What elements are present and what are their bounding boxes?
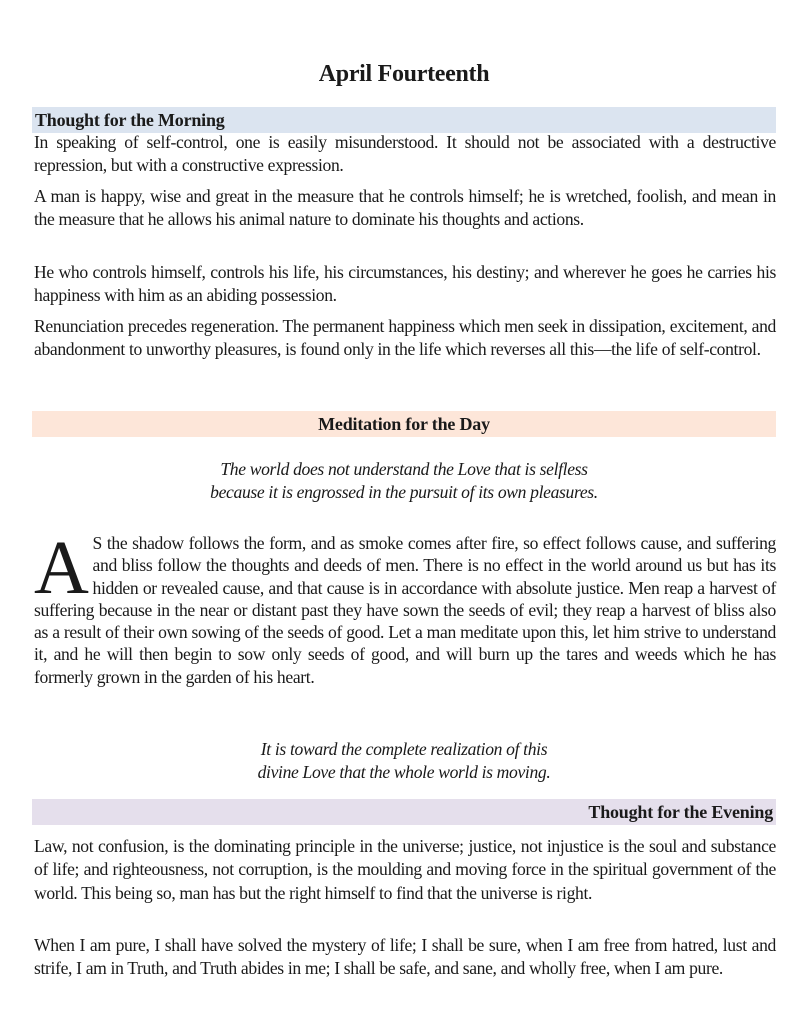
- meditation-body-text: S the shadow follows the form, and as smoke comes after fire, so effect follows cause, and suffering and bliss follow the thoughts and deeds of men. There is no effect in the world around us but has its hidden or revealed cause, and that cause is in accordance with absolute justice. Men reap a harvest of suffering because in the near or distant past they have sown the seeds of evil; they reap a harvest of bliss also as a result of their own sowing of the seeds of good. Let a man meditate upon this, let him strive to understand it, and he will then begin to sow only seeds of good, and will burn up the tares and weeds which he has formerly grown in the garden of his heart.: [34, 533, 776, 687]
- section-heading-meditation: Meditation for the Day: [32, 411, 776, 437]
- morning-paragraph: In speaking of self-control, one is easily misunderstood. It should not be associated with a destructive repression, but with a constructive expression.: [34, 132, 776, 176]
- closing-quote: [32, 738, 776, 785]
- morning-paragraph: Renunciation precedes regeneration. The permanent happiness which men seek in dissipation, excitement, and abandonment to unworthy pleasures, is found only in the life which reverses all this—the life of self-control.: [34, 316, 776, 360]
- page-title: April Fourteenth: [318, 61, 490, 87]
- evening-paragraph: When I am pure, I shall have solved the mystery of life; I shall be sure, when I am free from hatred, lust and strife, I am in Truth, and Truth abides in me; I shall be safe, and sane, and wholly free, when I am pure.: [34, 935, 776, 979]
- section-heading-evening: Thought for the Evening: [32, 799, 776, 825]
- drop-cap: A: [34, 526, 89, 610]
- closing-quote-line: It is toward the complete realization of this: [260, 739, 548, 759]
- section-heading-morning: Thought for the Morning: [32, 107, 776, 133]
- morning-paragraph: A man is happy, wise and great in the measure that he controls himself; he is wretched, foolish, and mean in the measure that he allows his animal nature to dominate his thoughts and actions.: [34, 186, 776, 230]
- morning-paragraph: He who controls himself, controls his life, his circumstances, his destiny; and wherever he goes he carries his happiness with him as an abiding possession.: [34, 262, 776, 306]
- opening-quote-line: The world does not understand the Love that is selfless: [220, 459, 588, 479]
- evening-paragraph: Law, not confusion, is the dominating principle in the universe; justice, not injustice is the soul and substance of life; and righteousness, not corruption, is the moulding and moving force in the spiritual government of the world. This being so, man has but the right himself to find that the universe is right.: [34, 836, 776, 903]
- closing-quote-line: divine Love that the whole world is moving.: [257, 762, 551, 783]
- opening-quote: [32, 458, 776, 505]
- opening-quote-line: because it is engrossed in the pursuit of its own pleasures.: [210, 482, 598, 503]
- meditation-body: [34, 526, 776, 688]
